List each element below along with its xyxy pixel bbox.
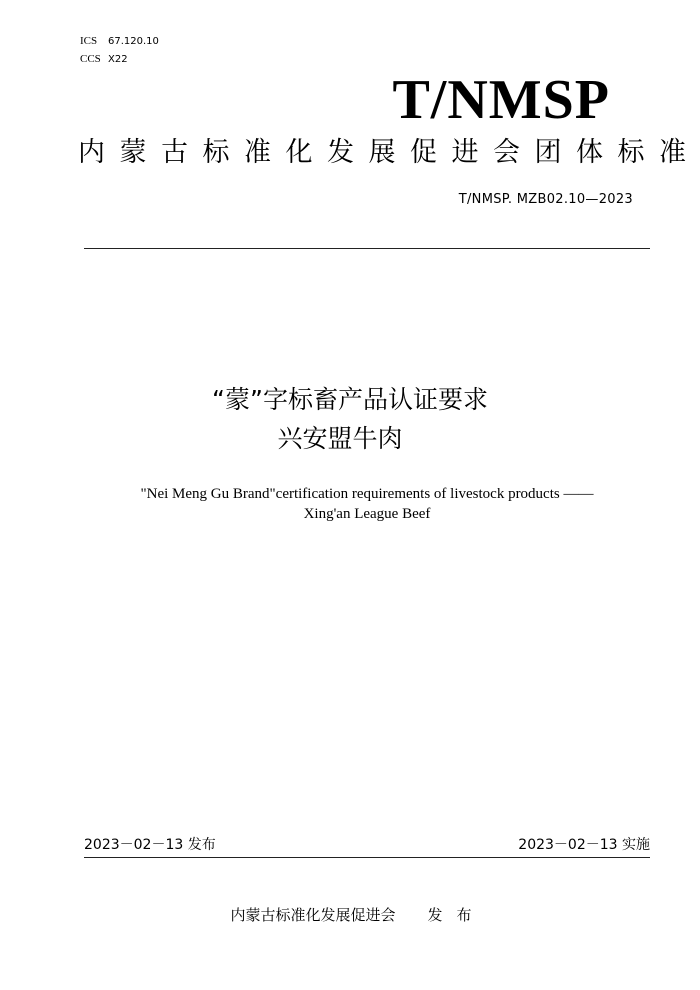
publish-date: 2023－02－13 发布 xyxy=(84,837,216,853)
cn-title-line1: “蒙”字标畜产品认证要求 xyxy=(212,385,488,414)
issuer-name: 内蒙古标准化发展促进会 xyxy=(230,906,396,924)
ccs-row xyxy=(80,52,128,67)
ics-code: 67.120.10 xyxy=(108,36,159,47)
en-title-line1: "Nei Meng Gu Brand"certification requirements of livestock products —— xyxy=(140,486,594,502)
cn-title-line2: 兴安盟牛肉 xyxy=(277,424,403,453)
ccs-label: CCS xyxy=(80,53,101,65)
issue-word: 发布 xyxy=(427,906,486,924)
ccs-code: X22 xyxy=(108,54,128,65)
implement-date: 2023－02－13 实施 xyxy=(518,837,650,853)
standard-number: T/NMSP. MZB02.10—2023 xyxy=(458,192,633,207)
issuer-line xyxy=(0,905,700,925)
header-divider xyxy=(84,248,650,249)
ics-row xyxy=(80,34,159,49)
ics-label: ICS xyxy=(80,35,98,47)
en-title-line2: Xing'an League Beef xyxy=(303,506,431,522)
org-logo: T/NMSP xyxy=(392,69,610,131)
standard-type-heading: 内蒙古标准化发展促进会团体标准 xyxy=(78,137,700,168)
footer-divider xyxy=(84,857,650,858)
